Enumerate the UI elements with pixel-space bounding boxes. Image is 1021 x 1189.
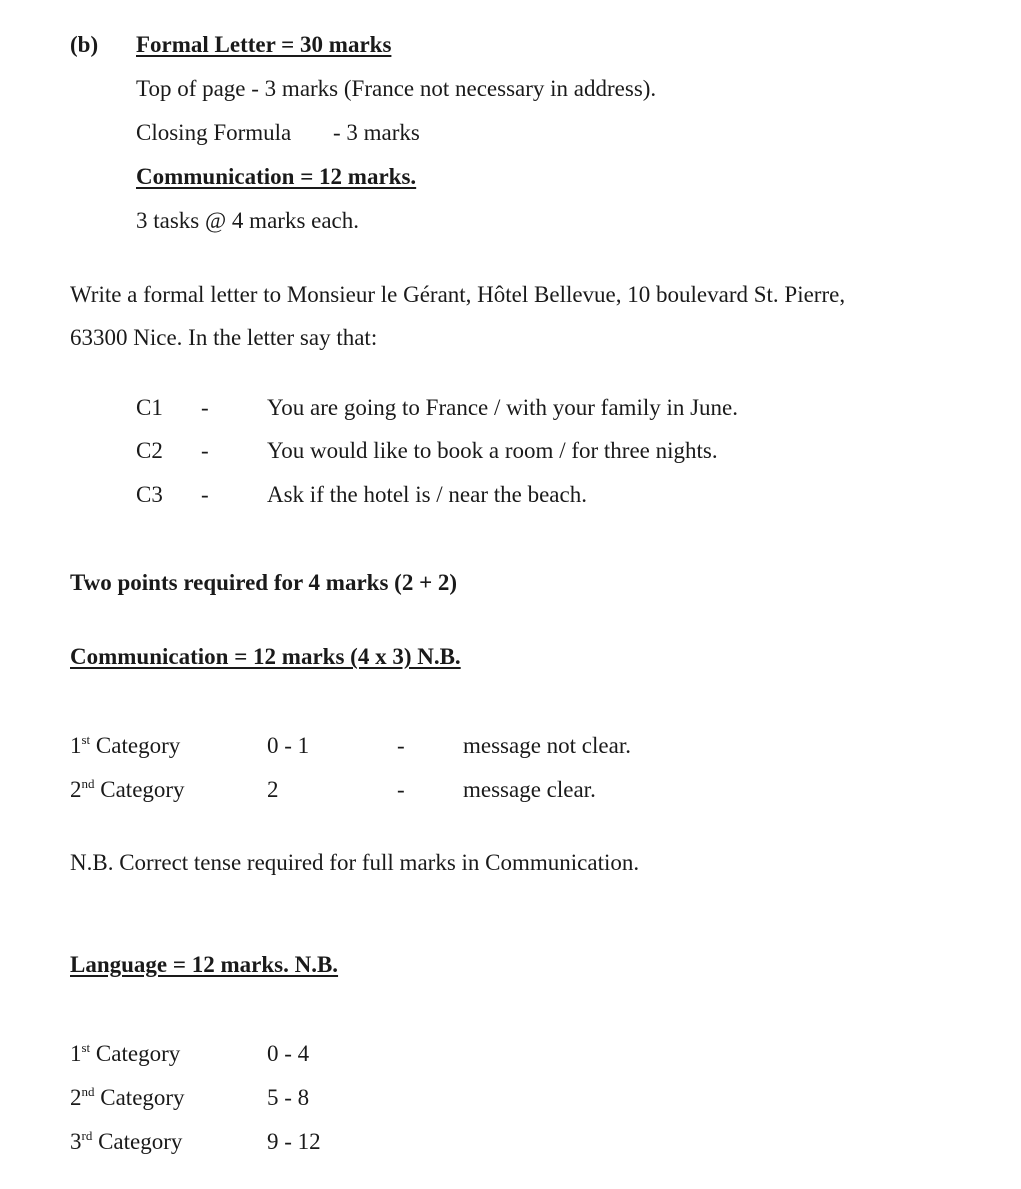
communication-heading: Communication = 12 marks (4 x 3) N.B. — [70, 644, 461, 669]
task-text: You are going to France / with your family in June. — [267, 395, 739, 420]
instruction-line-1: Write a formal letter to Monsieur le Gérant, Hôtel Bellevue, 10 boulevard St. Pierre, — [70, 282, 846, 307]
task-text: You would like to book a room / for three nights. — [267, 438, 718, 463]
comm-category-label: 2nd Category — [70, 776, 185, 802]
closing-formula-label: Closing Formula — [136, 120, 292, 145]
lang-category-range: 5 - 8 — [267, 1085, 310, 1110]
comm-category-dash: - — [397, 777, 405, 802]
instruction-line-2: 63300 Nice. In the letter say that: — [70, 325, 378, 350]
comm-category-desc: message clear. — [463, 777, 596, 802]
language-heading: Language = 12 marks. N.B. — [70, 952, 339, 977]
comm-category-range: 0 - 1 — [267, 733, 310, 758]
section-label: (b) — [70, 32, 99, 57]
task-dash: - — [201, 395, 209, 420]
task-code: C3 — [136, 482, 163, 507]
comm-category-label: 1st Category — [70, 732, 181, 758]
lang-category-range: 0 - 4 — [267, 1041, 310, 1066]
closing-formula-value: - 3 marks — [333, 120, 420, 145]
task-dash: - — [201, 482, 209, 507]
lang-category-label: 2nd Category — [70, 1084, 185, 1110]
tasks-note: 3 tasks @ 4 marks each. — [136, 208, 360, 233]
comm-category-dash: - — [397, 733, 405, 758]
communication-subheading: Communication = 12 marks. — [136, 164, 417, 189]
communication-nb-note: N.B. Correct tense required for full marks in Communication. — [70, 850, 640, 875]
lang-category-range: 9 - 12 — [267, 1129, 321, 1154]
top-of-page-line: Top of page - 3 marks (France not necessary in address). — [136, 76, 657, 101]
comm-category-range: 2 — [267, 777, 279, 802]
task-dash: - — [201, 438, 209, 463]
task-text: Ask if the hotel is / near the beach. — [267, 482, 587, 507]
task-code: C1 — [136, 395, 163, 420]
formal-letter-heading: Formal Letter = 30 marks — [136, 32, 392, 57]
task-code: C2 — [136, 438, 163, 463]
two-points-note: Two points required for 4 marks (2 + 2) — [70, 570, 458, 595]
lang-category-label: 3rd Category — [70, 1128, 183, 1154]
lang-category-label: 1st Category — [70, 1040, 181, 1066]
comm-category-desc: message not clear. — [463, 733, 631, 758]
